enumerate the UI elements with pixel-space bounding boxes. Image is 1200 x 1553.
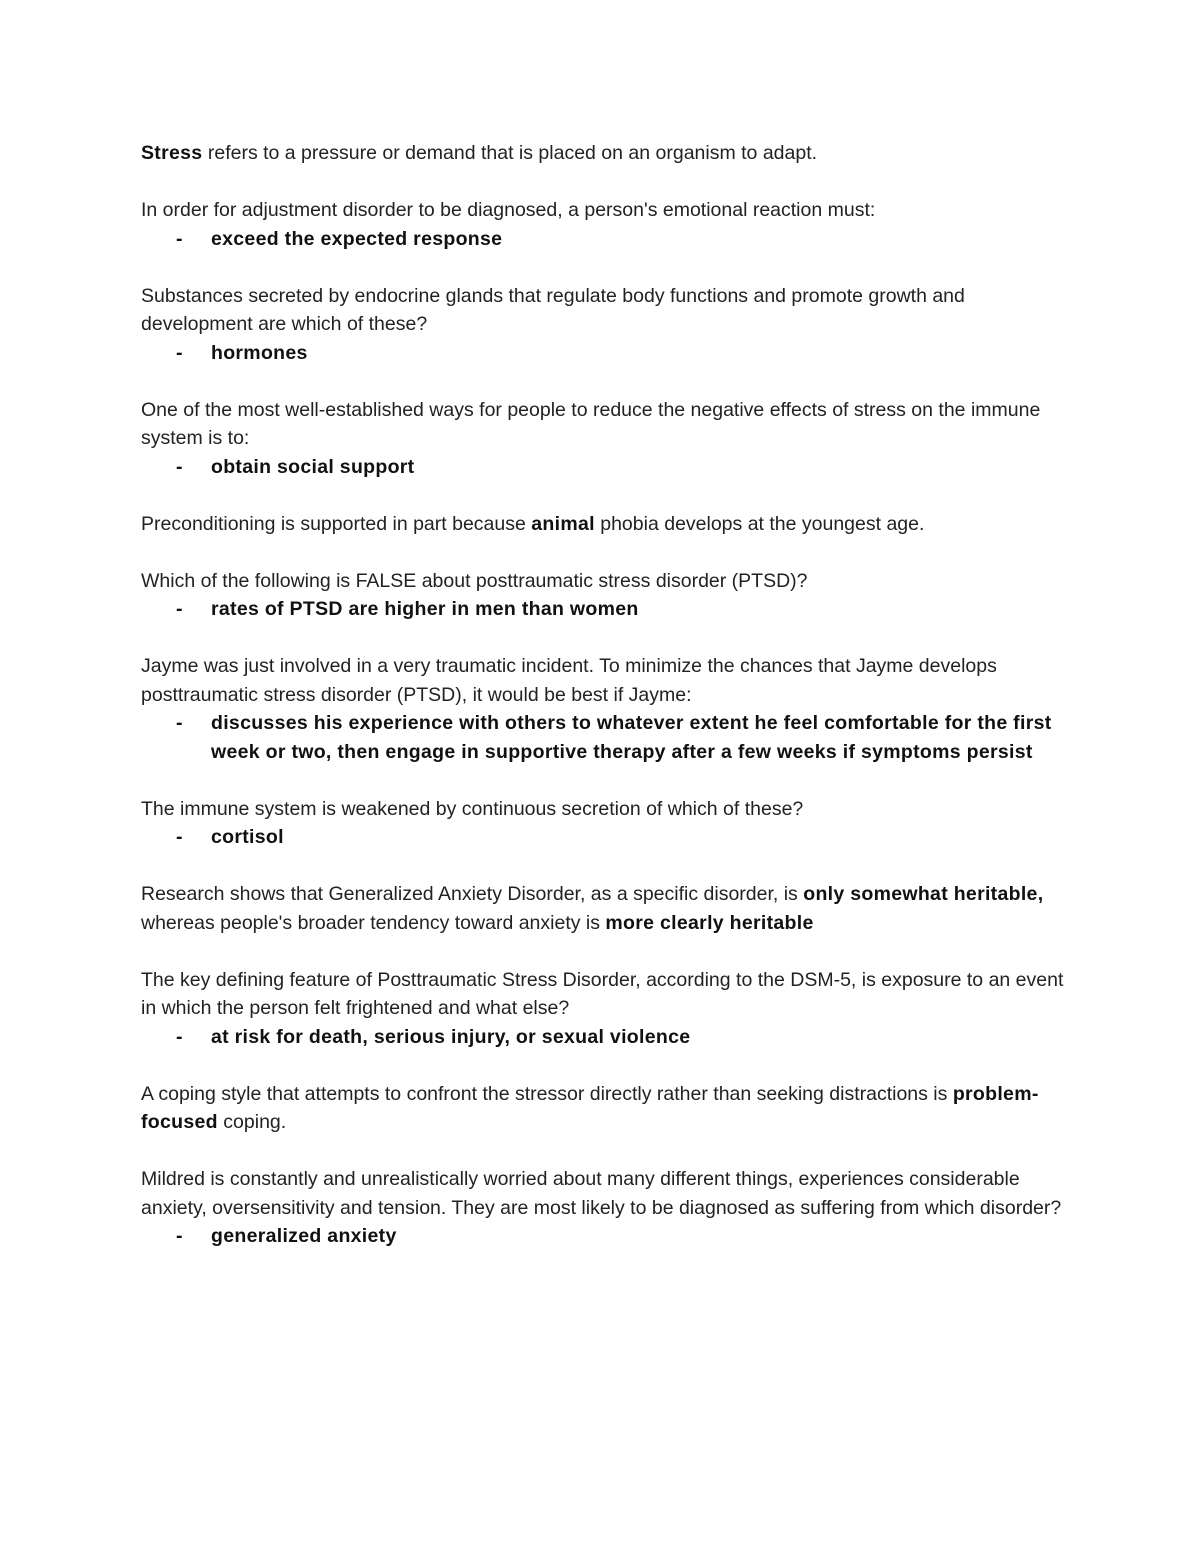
note-preconditioning — [141, 510, 1066, 539]
answer-text: at risk for death, serious injury, or sexual violence — [211, 1025, 691, 1048]
question-hormones — [141, 282, 1066, 368]
bullet-dash: - — [176, 712, 183, 734]
question-text: In order for adjustment disorder to be diagnosed, a person's emotional reaction must: — [141, 199, 876, 221]
question-text: One of the most well-established ways for people to reduce the negative effects of stress on the immune system is to: — [141, 398, 1041, 449]
answer-list — [141, 595, 1066, 624]
answer-list — [141, 225, 1066, 254]
bold-term: problem-focused — [141, 1082, 1039, 1133]
answer-text: hormones — [211, 341, 308, 364]
paragraph — [141, 510, 1066, 539]
answer-text: obtain social support — [211, 455, 415, 478]
bullet-dash: - — [176, 598, 183, 620]
answer-item — [141, 225, 1066, 254]
question-text: Substances secreted by endocrine glands that regulate body functions and promote growth and development are which of these? — [141, 284, 965, 335]
bold-term: animal — [531, 512, 595, 535]
question-text: Mildred is constantly and unrealistically worried about many different things, experiences considerable anxiety, oversensitivity and tension. They are most likely to be diagnosed as suffering from which disorder? — [141, 1168, 1062, 1219]
bullet-dash: - — [176, 826, 183, 848]
paragraph-text: whereas people's broader tendency toward anxiety is — [141, 911, 606, 934]
paragraph — [141, 1080, 1066, 1137]
document-body — [141, 139, 1066, 1279]
bullet-dash: - — [176, 1225, 183, 1247]
note-coping-style — [141, 1080, 1066, 1137]
paragraph — [141, 139, 1066, 168]
answer-item — [141, 595, 1066, 624]
answer-list — [141, 709, 1066, 766]
paragraph — [141, 880, 1066, 937]
question-text: The immune system is weakened by continuous secretion of which of these? — [141, 797, 804, 820]
answer-item — [141, 453, 1066, 482]
answer-item — [141, 339, 1066, 368]
answer-text: discusses his experience with others to whatever extent he feel comfortable for the first week or two, then engage in supportive therapy after a few weeks if symptoms persist — [211, 712, 1052, 763]
question-mildred — [141, 1165, 1066, 1251]
bullet-dash: - — [176, 341, 183, 364]
bold-term: only somewhat heritable, — [803, 883, 1044, 905]
answer-item — [141, 709, 1066, 766]
bullet-dash: - — [176, 1025, 183, 1048]
question-cortisol — [141, 795, 1066, 852]
paragraph-text: refers to a pressure or demand that is placed on an organism to adapt. — [202, 142, 818, 164]
answer-item — [141, 1023, 1066, 1052]
paragraph-text: coping. — [217, 1111, 287, 1133]
answer-list — [141, 453, 1066, 482]
answer-text: generalized anxiety — [211, 1225, 397, 1247]
question-text: Which of the following is FALSE about posttraumatic stress disorder (PTSD)? — [141, 569, 808, 592]
question-text: Jayme was just involved in a very traumatic incident. To minimize the chances that Jayme develops posttraumatic stress disorder (PTSD), it would be best if Jayme: — [141, 655, 997, 706]
bold-term: more clearly heritable — [605, 911, 814, 934]
answer-list — [141, 823, 1066, 852]
note-gad-heritability — [141, 880, 1066, 937]
answer-text: rates of PTSD are higher in men than women — [211, 598, 639, 620]
note-stress-definition — [141, 139, 1066, 168]
bullet-dash: - — [176, 455, 183, 478]
question-ptsd-false — [141, 567, 1066, 624]
question-text: The key defining feature of Posttraumatic Stress Disorder, according to the DSM-5, is exposure to an event in which the person felt frightened and what else? — [141, 968, 1064, 1019]
answer-text: exceed the expected response — [211, 227, 503, 250]
paragraph-text: Preconditioning is supported in part because — [141, 512, 532, 535]
paragraph-text: phobia develops at the youngest age. — [594, 512, 925, 535]
paragraph-text: A coping style that attempts to confront the stressor directly rather than seeking distractions is — [141, 1082, 953, 1105]
paragraph-text: Research shows that Generalized Anxiety Disorder, as a specific disorder, is — [141, 883, 804, 905]
question-adjustment-disorder — [141, 196, 1066, 253]
bold-term: Stress — [141, 142, 203, 164]
answer-list — [141, 339, 1066, 368]
bullet-dash: - — [176, 227, 183, 250]
answer-item — [141, 823, 1066, 852]
question-jayme — [141, 652, 1066, 766]
answer-list — [141, 1023, 1066, 1052]
answer-text: cortisol — [211, 826, 284, 848]
answer-item — [141, 1222, 1066, 1251]
question-immune-stress — [141, 396, 1066, 482]
question-ptsd-feature — [141, 966, 1066, 1052]
answer-list — [141, 1222, 1066, 1251]
